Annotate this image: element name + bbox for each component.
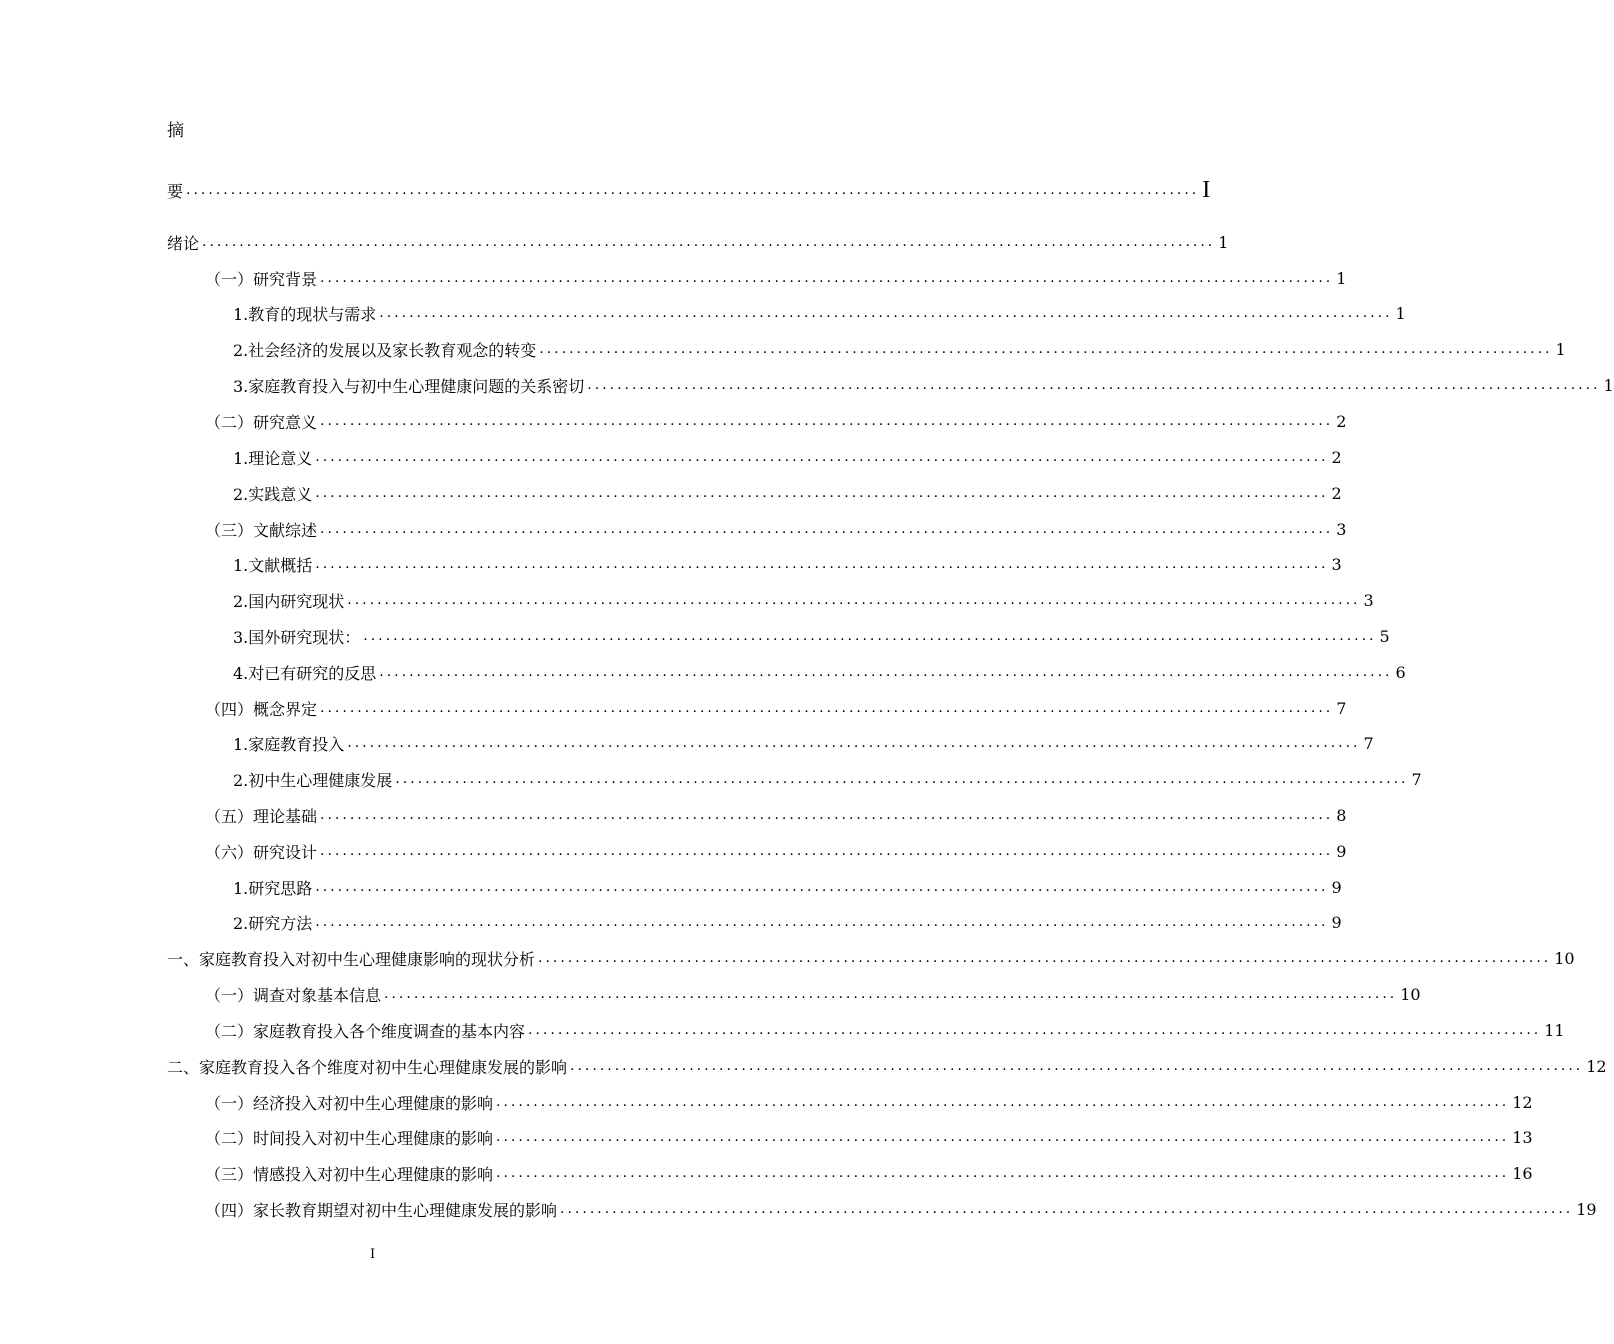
dot-leader: ........................................................................................................................................ (379, 305, 1393, 321)
page-number-footer: I (370, 1247, 376, 1262)
toc-entry[interactable] (205, 516, 1347, 542)
toc-entry-page: 1 (1555, 339, 1566, 359)
toc-entry[interactable] (205, 981, 1421, 1007)
toc-entry-page: 2 (1331, 483, 1342, 503)
toc-entry[interactable] (167, 229, 1229, 255)
toc-entry[interactable] (233, 336, 1566, 362)
toc-entry[interactable] (233, 623, 1390, 649)
toc-entry[interactable] (205, 1017, 1565, 1043)
toc-entry[interactable] (205, 695, 1347, 721)
toc-entry-page: 13 (1512, 1127, 1533, 1147)
toc-entry[interactable] (233, 766, 1422, 792)
toc-entry[interactable] (205, 265, 1347, 291)
toc-entry-page: 3 (1363, 590, 1374, 610)
toc-entry-page: 3 (1336, 519, 1347, 539)
toc-entry-abstract[interactable] (167, 176, 1211, 203)
toc-entry-label: 2.实践意义 (233, 484, 313, 504)
toc-entry-page: 1 (1218, 232, 1229, 252)
toc-entry-page: 7 (1411, 769, 1422, 789)
toc-entry-page: I (1202, 176, 1211, 203)
toc-entry-page: 8 (1336, 805, 1347, 825)
toc-entry-label: 2.研究方法 (233, 913, 313, 933)
toc-entry-page: 9 (1331, 912, 1342, 932)
toc-entry-label: （六）研究设计 (205, 842, 318, 862)
toc-entry-label: （一）调查对象基本信息 (205, 985, 382, 1005)
toc-entry-page: 6 (1395, 662, 1406, 682)
toc-entry-page: 12 (1512, 1092, 1533, 1112)
toc-entry-label: （一）经济投入对初中生心理健康的影响 (205, 1093, 494, 1113)
dot-leader: ........................................................................................................................................ (315, 556, 1329, 572)
toc-entry-label: 1.家庭教育投入 (233, 734, 345, 754)
dot-leader: ........................................................................................................................................ (202, 234, 1216, 250)
toc-entry-label: （一）研究背景 (205, 269, 318, 289)
toc-entry[interactable] (205, 838, 1347, 864)
dot-leader: ........................................................................................................................................ (347, 735, 1361, 751)
dot-leader: ........................................................................................................................................ (539, 341, 1553, 357)
dot-leader: ........................................................................................................................................ (320, 413, 1334, 429)
toc-entry-label: 2.初中生心理健康发展 (233, 770, 393, 790)
toc-entry-page: 16 (1512, 1163, 1533, 1183)
toc-entry[interactable] (233, 551, 1342, 577)
toc-entry-label: （四）概念界定 (205, 699, 318, 719)
toc-entry-page: 1 (1336, 268, 1347, 288)
dot-leader: ........................................................................................................................................ (395, 771, 1409, 787)
dot-leader: ........................................................................................................................................ (315, 879, 1329, 895)
toc-entry[interactable] (205, 802, 1347, 828)
toc-entry-page: 7 (1363, 733, 1374, 753)
toc-entry-page: 10 (1400, 984, 1421, 1004)
toc-entry-page: 9 (1336, 841, 1347, 861)
dot-leader: ........................................................................................................................................ (384, 986, 1398, 1002)
toc-entry-label: （三）情感投入对初中生心理健康的影响 (205, 1164, 494, 1184)
toc-entry[interactable] (167, 945, 1575, 971)
toc-entry[interactable] (233, 730, 1374, 756)
toc-entry-label: （二）家庭教育投入各个维度调查的基本内容 (205, 1021, 526, 1041)
toc-entry[interactable] (233, 480, 1342, 506)
toc-entry-label: 2.社会经济的发展以及家长教育观念的转变 (233, 340, 537, 360)
toc-entry-label: （五）理论基础 (205, 806, 318, 826)
toc-entry-page: 5 (1379, 626, 1390, 646)
toc-entry-label: 3.国外研究现状： (233, 627, 361, 647)
dot-leader: ........................................................................................................................................ (320, 700, 1334, 716)
dot-leader: ........................................................................................................................................ (320, 807, 1334, 823)
toc-entry[interactable] (205, 1089, 1533, 1115)
toc-entry-label: （四）家长教育期望对初中生心理健康发展的影响 (205, 1200, 558, 1220)
toc-entry-page: 12 (1586, 1056, 1607, 1076)
toc-entry-page: 3 (1331, 554, 1342, 574)
toc-entry-label: 3.家庭教育投入与初中生心理健康问题的关系密切 (233, 376, 585, 396)
dot-leader: ........................................................................................................................................ (320, 843, 1334, 859)
toc-entry-label: （二）研究意义 (205, 412, 318, 432)
abstract-heading-char: 摘 (167, 121, 184, 141)
dot-leader: ........................................................................................................................................ (570, 1058, 1584, 1074)
toc-entry[interactable] (233, 659, 1406, 685)
dot-leader: ........................................................................................................................................ (315, 914, 1329, 930)
toc-entry-label: 1.教育的现状与需求 (233, 304, 377, 324)
toc-entry-page: 7 (1336, 698, 1347, 718)
toc-entry[interactable] (167, 1053, 1607, 1079)
toc-entry-page: 11 (1544, 1020, 1565, 1040)
toc-entry-label: 1.文献概括 (233, 555, 313, 575)
dot-leader: ........................................................................................................................................ (379, 664, 1393, 680)
toc-entry[interactable] (205, 408, 1347, 434)
toc-entry-page: 1 (1395, 303, 1406, 323)
toc-entry[interactable] (233, 909, 1342, 935)
toc-entry-page: 1 (1603, 375, 1614, 395)
toc-entry-label: 4.对已有研究的反思 (233, 663, 377, 683)
dot-leader: ........................................................................................................................................ (496, 1094, 1510, 1110)
toc-entry[interactable] (233, 587, 1374, 613)
dot-leader: ........................................................................................................................................ (496, 1129, 1510, 1145)
toc-entry[interactable] (233, 372, 1614, 398)
toc-entry-label: 1.理论意义 (233, 448, 313, 468)
toc-entry[interactable] (233, 444, 1342, 470)
dot-leader: ........................................................................................................................................ (538, 950, 1552, 966)
dot-leader: ........................................................................................................................................ (496, 1165, 1510, 1181)
dot-leader: ........................................................................................................................................ (186, 182, 1200, 198)
toc-entry-label: 二、家庭教育投入各个维度对初中生心理健康发展的影响 (167, 1057, 568, 1077)
toc-entry-label: 绪论 (167, 233, 200, 253)
dot-leader: ........................................................................................................................................ (347, 592, 1361, 608)
toc-entry[interactable] (233, 300, 1406, 326)
toc-entry-page: 9 (1331, 877, 1342, 897)
dot-leader: ........................................................................................................................................ (528, 1022, 1542, 1038)
toc-entry[interactable] (205, 1124, 1533, 1150)
toc-entry-label: 要 (167, 181, 184, 201)
toc-entry-page: 10 (1554, 948, 1575, 968)
toc-entry-label: 1.研究思路 (233, 878, 313, 898)
dot-leader: ........................................................................................................................................ (587, 377, 1601, 393)
dot-leader: ........................................................................................................................................ (315, 449, 1329, 465)
toc-entry-label: 2.国内研究现状 (233, 591, 345, 611)
toc-entry[interactable] (205, 1160, 1533, 1186)
dot-leader: ........................................................................................................................................ (320, 521, 1334, 537)
dot-leader: ........................................................................................................................................ (315, 485, 1329, 501)
toc-entry-label: 一、家庭教育投入对初中生心理健康影响的现状分析 (167, 949, 536, 969)
dot-leader: ........................................................................................................................................ (320, 270, 1334, 286)
toc-entry[interactable] (205, 1196, 1597, 1222)
toc-entry-label: （三）文献综述 (205, 520, 318, 540)
toc-entry-label: （二）时间投入对初中生心理健康的影响 (205, 1128, 494, 1148)
toc-entry[interactable] (233, 874, 1342, 900)
toc-entry-page: 2 (1331, 447, 1342, 467)
dot-leader: ........................................................................................................................................ (363, 628, 1377, 644)
toc-entry-page: 19 (1576, 1199, 1597, 1219)
toc-entry-page: 2 (1336, 411, 1347, 431)
dot-leader: ........................................................................................................................................ (560, 1201, 1574, 1217)
